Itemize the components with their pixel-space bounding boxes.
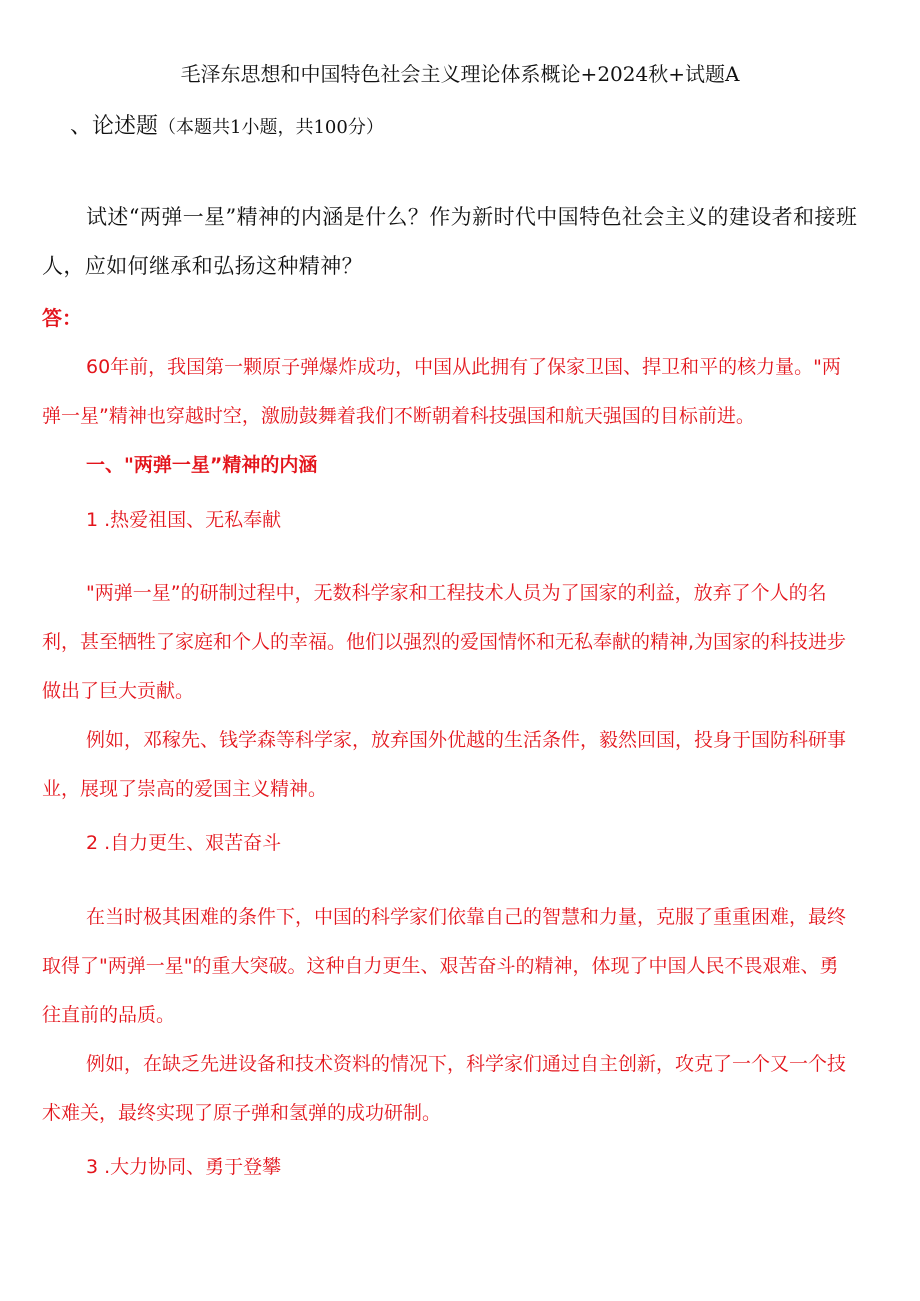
section-heading-label: 、论述题 <box>70 114 159 139</box>
document-title: 毛泽东思想和中国特色社会主义理论体系概论+2024秋+试题A <box>180 62 740 86</box>
intro-line-1: 60年前，我国第一颗原子弹爆炸成功，中国从此拥有了保家卫国、捍卫和平的核力量。"两 <box>86 356 841 378</box>
point-1-para-1-line-2: 利，甚至牺牲了家庭和个人的幸福。他们以强烈的爱国情怀和无私奉献的精神,为国家的科技进步 <box>42 631 847 653</box>
question-line-1: 试述“两弹一星”精神的内涵是什么？作为新时代中国特色社会主义的建设者和接班 <box>86 205 858 229</box>
point-2-heading: 2 .自力更生、艰苦奋斗 <box>86 832 282 854</box>
question-line-2: 人，应如何继承和弘扬这种精神？ <box>42 254 363 278</box>
point-2-para-1-line-3: 往直前的品质。 <box>42 1004 176 1026</box>
point-1-para-1-line-3: 做出了巨大贡献。 <box>42 680 195 702</box>
point-1-para-2-line-2: 业，展现了崇高的爱国主义精神。 <box>42 778 328 800</box>
point-3-heading: 3 .大力协同、勇于登攀 <box>86 1156 282 1178</box>
point-2-para-2-line-2: 术难关，最终实现了原子弹和氢弹的成功研制。 <box>42 1102 442 1124</box>
point-2-para-1-line-1: 在当时极其困难的条件下，中国的科学家们依靠自己的智慧和力量，克服了重重困难，最终 <box>86 906 847 928</box>
answer-label: 答： <box>42 306 82 330</box>
point-2-para-1-line-2: 取得了"两弹一星"的重大突破。这种自力更生、艰苦奋斗的精神，体现了中国人民不畏艰难、勇 <box>42 955 839 977</box>
section-heading <box>70 116 384 138</box>
point-1-para-1-line-1: "两弹一星”的研制过程中，无数科学家和工程技术人员为了国家的利益，放弃了个人的名 <box>86 582 827 604</box>
intro-line-2: 弹一星”精神也穿越时空，激励鼓舞着我们不断朝着科技强国和航天强国的目标前进。 <box>42 405 755 427</box>
part-heading: 一、"两弹一星”精神的内涵 <box>86 454 318 476</box>
point-1-heading: 1 .热爱祖国、无私奉献 <box>86 509 282 531</box>
section-heading-note: （本题共1小题，共100分） <box>158 117 384 138</box>
point-2-para-2-line-1: 例如，在缺乏先进设备和技术资料的情况下，科学家们通过自主创新，攻克了一个又一个技 <box>86 1053 847 1075</box>
point-1-para-2-line-1: 例如，邓稼先、钱学森等科学家，放弃国外优越的生活条件，毅然回国，投身于国防科研事 <box>86 729 847 751</box>
